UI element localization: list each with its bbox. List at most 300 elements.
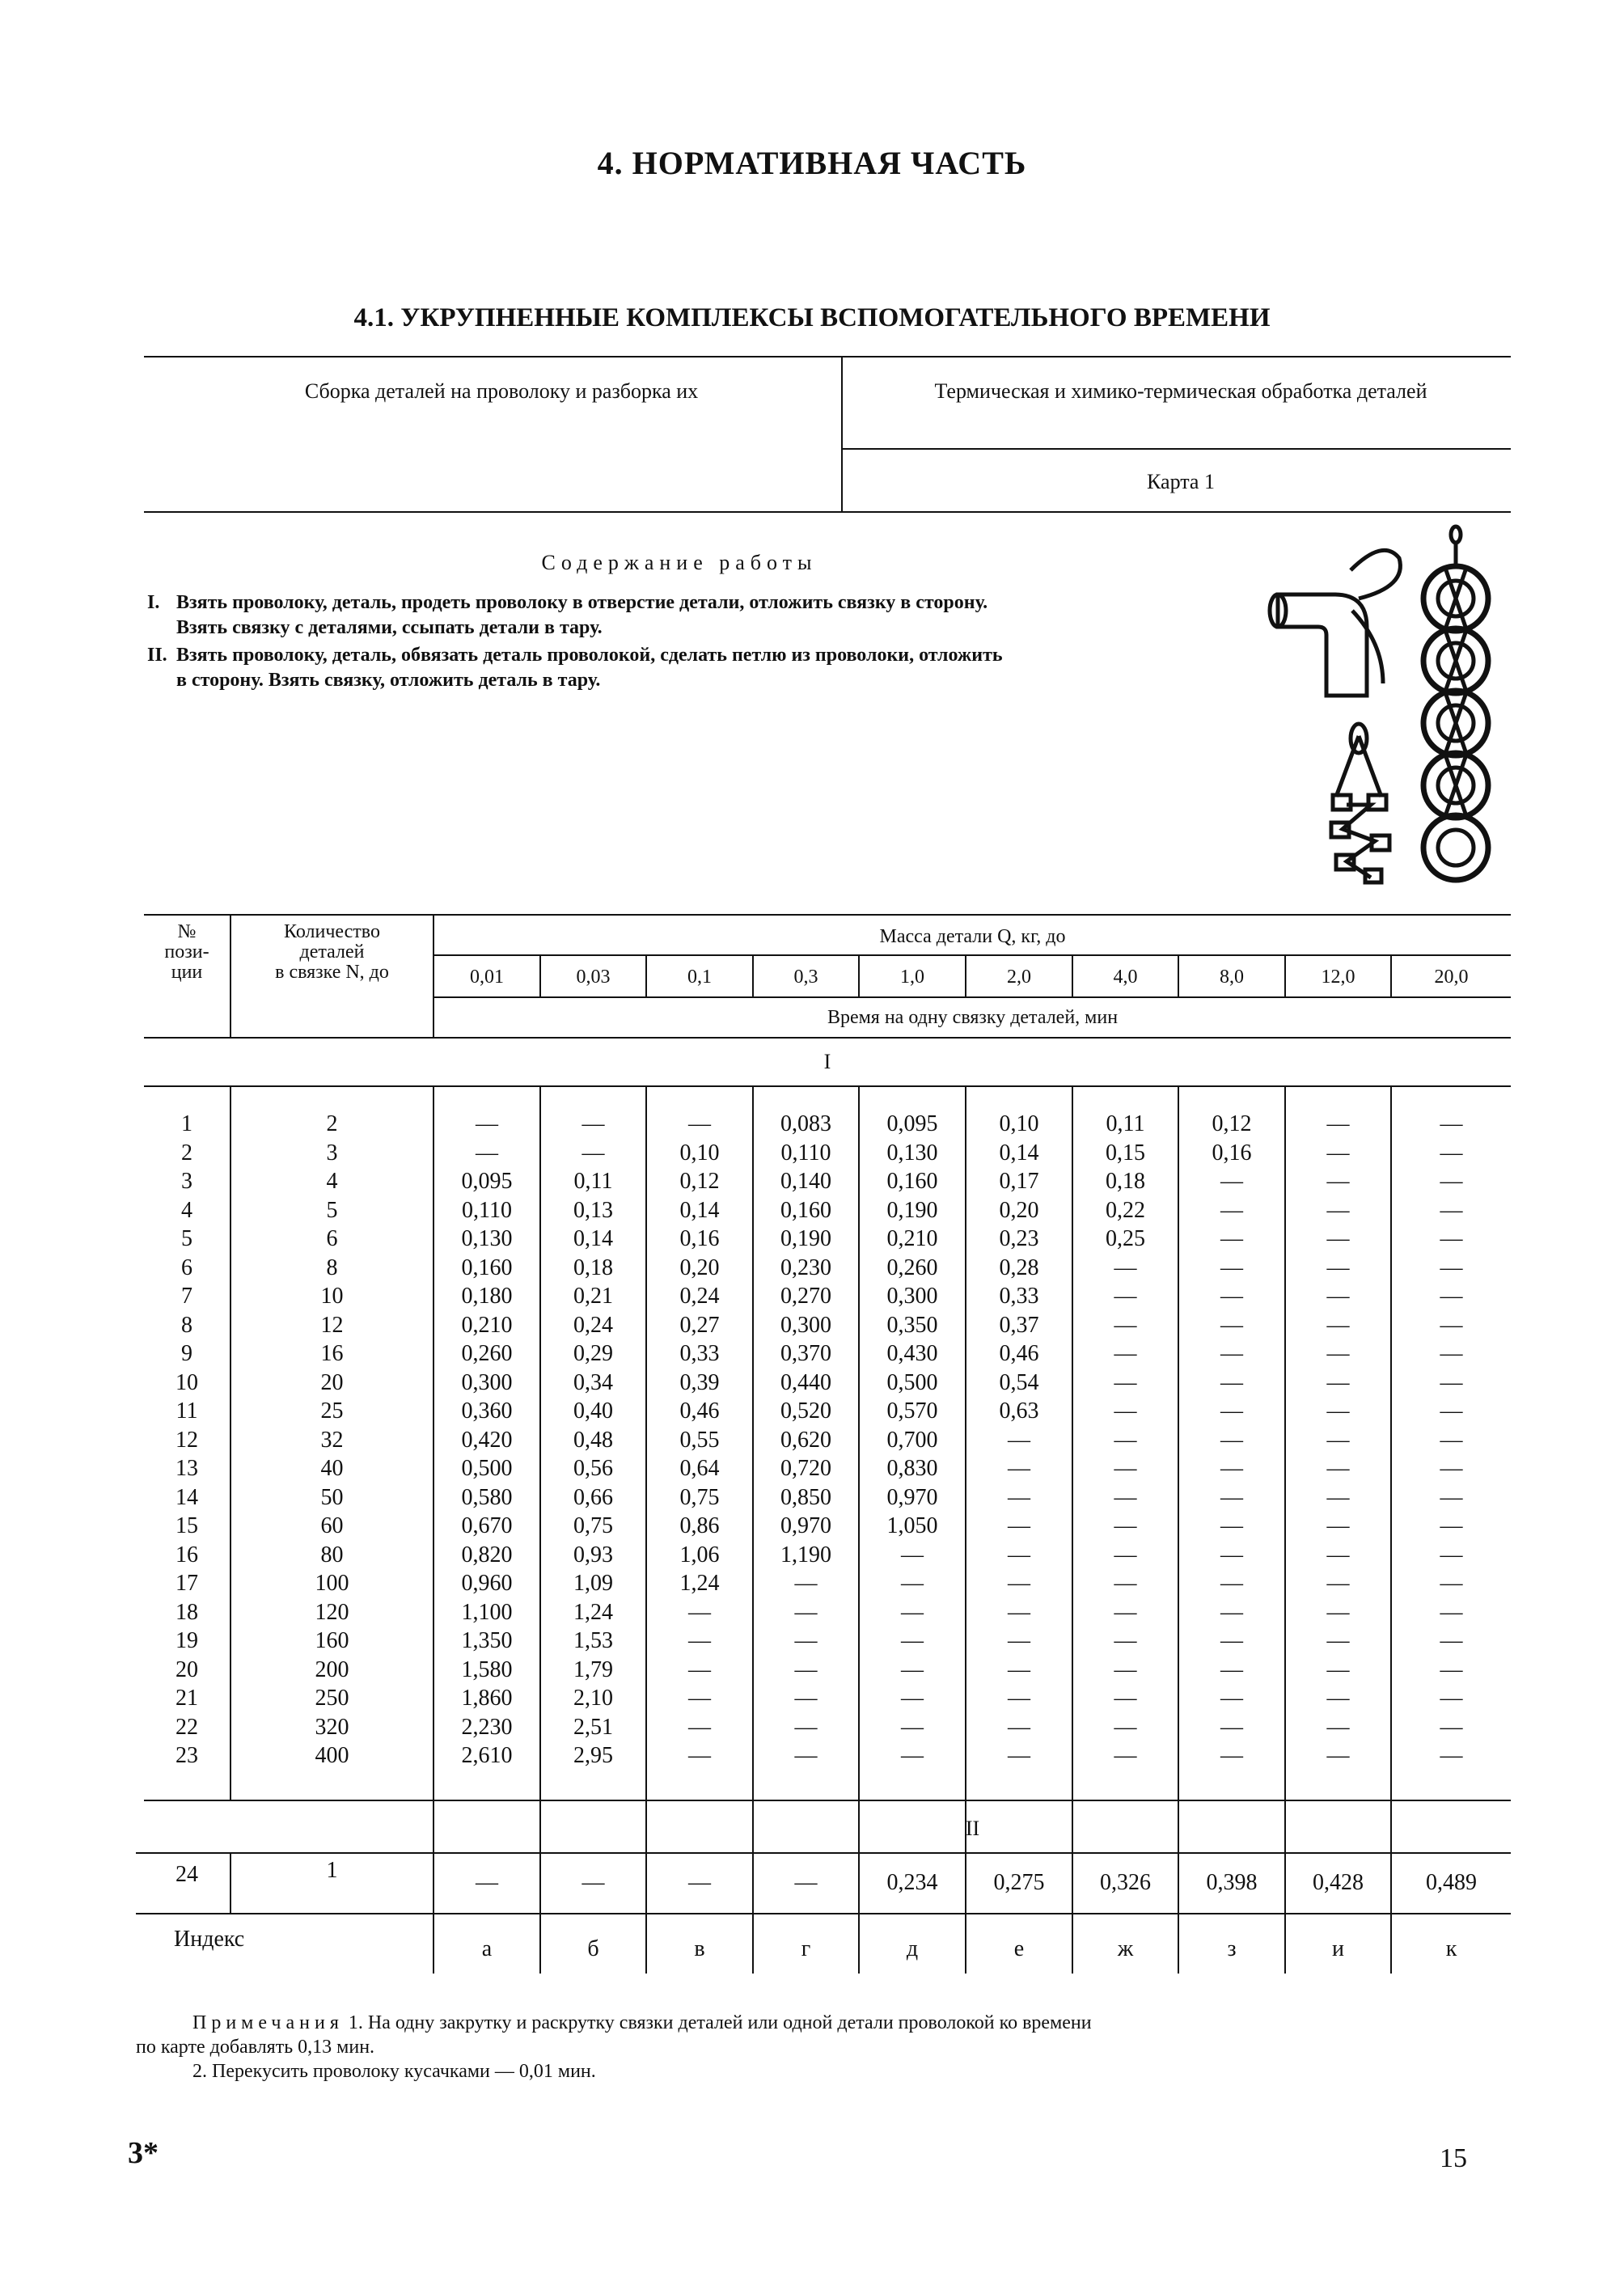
row24-value-8: 0,398 [1206, 1870, 1258, 1895]
table-cell: 0,25 [1106, 1226, 1145, 1251]
table-cell: 0,500 [461, 1456, 513, 1481]
table-cell: — [1440, 1197, 1463, 1223]
table-cell: 0,20 [679, 1254, 720, 1280]
table-cell: — [1114, 1542, 1137, 1567]
table-cell: — [1440, 1140, 1463, 1166]
table-cell: 4 [326, 1169, 338, 1194]
table-cell: 20 [320, 1369, 344, 1395]
table-cell: 0,830 [886, 1456, 938, 1481]
table-cell: 0,18 [573, 1254, 613, 1280]
table-cell: 0,40 [573, 1398, 613, 1424]
table-cell: 0,130 [886, 1140, 938, 1166]
table-cell: — [1220, 1542, 1243, 1567]
table-cell: 2,230 [461, 1714, 513, 1740]
table-cell: — [1326, 1743, 1350, 1768]
table-cell: — [1114, 1599, 1137, 1625]
table-cell: — [582, 1140, 605, 1166]
table-cell: 0,270 [780, 1284, 831, 1309]
table-cell: — [1326, 1484, 1350, 1510]
row24-value-9: 0,428 [1313, 1870, 1364, 1895]
table-cell: — [1440, 1341, 1463, 1366]
value-column-4 [754, 1110, 858, 1771]
table-cell: — [1220, 1686, 1243, 1711]
work-item-1-number: I. [147, 592, 160, 613]
table-cell: 0,180 [461, 1284, 513, 1309]
section1-end-rule [144, 1800, 1511, 1801]
table-cell: — [1114, 1284, 1137, 1309]
table-cell: — [901, 1599, 924, 1625]
table-cell: — [794, 1656, 818, 1682]
table-cell: — [1326, 1542, 1350, 1567]
table-cell: 1,190 [780, 1542, 831, 1567]
table-cell: — [1326, 1456, 1350, 1481]
work-item-2-line1: Взять проволоку, деталь, обвязать деталь проволокой, сделать петлю из проволоки, отложить [176, 645, 1003, 666]
mass-value-3: 0,1 [687, 967, 712, 988]
table-cell: 19 [176, 1628, 198, 1653]
table-cell: — [1008, 1599, 1030, 1625]
table-cell: 0,48 [573, 1427, 613, 1453]
table-cell: — [1220, 1456, 1243, 1481]
table-cell: 320 [315, 1714, 349, 1740]
index-value-1: а [481, 1936, 493, 1961]
content-title: Содержание работы [541, 551, 818, 574]
table-cell: — [1440, 1513, 1463, 1538]
table-cell: 12 [176, 1427, 198, 1453]
table-cell: 100 [315, 1571, 349, 1596]
table-cell: — [1326, 1686, 1350, 1711]
header-left-text: Сборка деталей на проволоку и разборка их [304, 379, 699, 403]
table-cell: 0,420 [461, 1427, 513, 1453]
table-cell: 12 [320, 1312, 344, 1338]
table-cell: 8 [181, 1312, 192, 1338]
table-cell: 2,95 [573, 1743, 613, 1768]
col-pos-header: № пози- ции [164, 921, 209, 983]
table-cell: 0,29 [573, 1341, 613, 1366]
table-cell: — [1326, 1226, 1350, 1251]
table-cell: — [1114, 1484, 1137, 1510]
row24-value-1: — [476, 1870, 498, 1895]
table-cell: 0,110 [780, 1140, 831, 1166]
table-cell: — [1440, 1427, 1463, 1453]
table-cell: 160 [315, 1628, 349, 1653]
table-cell: — [1220, 1484, 1243, 1510]
table-cell: — [1114, 1513, 1137, 1538]
signature-mark: 3* [128, 2136, 159, 2170]
table-cell: 0,095 [886, 1111, 938, 1136]
table-cell: 0,190 [886, 1197, 938, 1223]
table-cell: 0,15 [1106, 1140, 1145, 1166]
table-cell: 23 [176, 1743, 198, 1768]
value-column-7 [1073, 1110, 1178, 1771]
row24-value-5: 0,234 [886, 1870, 938, 1895]
table-cell: — [1326, 1571, 1350, 1596]
table-cell: — [1220, 1714, 1243, 1740]
table-cell: 1 [181, 1111, 192, 1136]
table-cell: 0,54 [999, 1369, 1039, 1395]
table-cell: 0,33 [679, 1341, 720, 1366]
table-cell: 0,520 [780, 1398, 831, 1424]
table-cell: 0,22 [1106, 1197, 1145, 1223]
table-cell: — [1326, 1427, 1350, 1453]
table-cell: 0,37 [999, 1312, 1039, 1338]
table-cell: — [901, 1656, 924, 1682]
table-cell: — [1326, 1714, 1350, 1740]
table-cell: 6 [326, 1226, 338, 1251]
table-cell: — [476, 1140, 498, 1166]
table-cell: 0,820 [461, 1542, 513, 1567]
mass-header: Масса детали Q, кг, до [879, 926, 1066, 947]
mass-value-2: 0,03 [576, 967, 611, 988]
table-cell: 5 [326, 1197, 338, 1223]
table-cell: 0,16 [679, 1226, 720, 1251]
table-cell: 13 [176, 1456, 198, 1481]
table-cell: 1,53 [573, 1628, 613, 1653]
table-cell: — [1008, 1656, 1030, 1682]
table-cell: — [1326, 1169, 1350, 1194]
table-cell: 1,79 [573, 1656, 613, 1682]
table-cell: 40 [320, 1456, 344, 1481]
value-column-9 [1286, 1110, 1390, 1771]
mass-value-5: 1,0 [900, 967, 924, 988]
table-cell: — [1114, 1398, 1137, 1424]
table-cell: — [1220, 1427, 1243, 1453]
table-cell: 0,12 [679, 1169, 720, 1194]
table-cell: 20 [176, 1656, 198, 1682]
table-cell: — [1440, 1226, 1463, 1251]
table-cell: 0,13 [573, 1197, 613, 1223]
table-cell: 0,095 [461, 1169, 513, 1194]
table-cell: — [582, 1111, 605, 1136]
table-cell: 0,18 [1106, 1169, 1145, 1194]
table-cell: — [1220, 1743, 1243, 1768]
table-cell: — [794, 1628, 818, 1653]
table-cell: — [1220, 1628, 1243, 1653]
table-cell: 0,28 [999, 1254, 1039, 1280]
table-cell: 120 [315, 1599, 349, 1625]
index-label: Индекс [174, 1927, 245, 1952]
table-cell: — [1440, 1456, 1463, 1481]
index-value-7: ж [1117, 1936, 1134, 1961]
table-cell: 3 [181, 1169, 192, 1194]
table-cell: 9 [181, 1341, 192, 1366]
table-cell: — [1440, 1284, 1463, 1309]
table-cell: 0,24 [679, 1284, 720, 1309]
section-2-label: II [965, 1817, 980, 1840]
table-cell: — [1326, 1628, 1350, 1653]
table-cell: 0,370 [780, 1341, 831, 1366]
table-cell: 22 [176, 1714, 198, 1740]
table-cell: 0,260 [461, 1341, 513, 1366]
table-cell: 17 [176, 1571, 198, 1596]
table-cell: — [1220, 1312, 1243, 1338]
index-value-10: к [1445, 1936, 1457, 1961]
table-cell: — [1220, 1197, 1243, 1223]
table-cell: 1,050 [886, 1513, 938, 1538]
note-2: 2. Перекусить проволоку кусачками — 0,01 мин. [192, 2061, 596, 2082]
table-cell: 0,14 [999, 1140, 1039, 1166]
table-cell: — [1220, 1226, 1243, 1251]
table-cell: 18 [176, 1599, 198, 1625]
table-cell: 0,20 [999, 1197, 1039, 1223]
table-cell: 0,14 [679, 1197, 720, 1223]
table-cell: 0,500 [886, 1369, 938, 1395]
table-cell: 0,970 [780, 1513, 831, 1538]
row24-position: 24 [176, 1862, 198, 1887]
table-cell: — [1440, 1599, 1463, 1625]
note-1-text: 1. На одну закрутку и раскрутку связки деталей или одной детали проволокой ко времени [348, 2012, 1092, 2033]
table-cell: — [1114, 1686, 1137, 1711]
table-cell: 0,160 [461, 1254, 513, 1280]
table-cell: 16 [176, 1542, 198, 1567]
mass-value-8: 8,0 [1220, 967, 1244, 988]
table-cell: — [1440, 1656, 1463, 1682]
table-cell: 0,720 [780, 1456, 831, 1481]
page-number: 15 [1440, 2143, 1467, 2173]
table-cell: — [476, 1111, 498, 1136]
table-cell: 0,850 [780, 1484, 831, 1510]
table-cell: — [1114, 1628, 1137, 1653]
table-cell: — [1220, 1599, 1243, 1625]
note-1-continuation: по карте добавлять 0,13 мин. [136, 2037, 375, 2058]
table-cell: — [1220, 1169, 1243, 1194]
mass-value-9: 12,0 [1321, 967, 1355, 988]
table-cell: — [1326, 1140, 1350, 1166]
table-cell: — [1326, 1341, 1350, 1366]
row24-value-6: 0,275 [993, 1870, 1045, 1895]
table-cell: 0,24 [573, 1312, 613, 1338]
table-cell: 0,21 [573, 1284, 613, 1309]
table-cell: — [1440, 1369, 1463, 1395]
table-cell: — [901, 1714, 924, 1740]
mass-value-7: 4,0 [1113, 967, 1138, 988]
index-value-5: д [906, 1936, 919, 1961]
table-cell: — [1008, 1542, 1030, 1567]
table-cell: — [1440, 1398, 1463, 1424]
row24-value-3: — [688, 1870, 711, 1895]
table-cell: 0,260 [886, 1254, 938, 1280]
table-cell: 10 [176, 1369, 198, 1395]
table-cell: 0,160 [886, 1169, 938, 1194]
table-cell: 8 [326, 1254, 338, 1280]
notes [136, 2011, 1495, 2084]
table-cell: — [901, 1628, 924, 1653]
table-cell: 200 [315, 1656, 349, 1682]
table-cell: 0,130 [461, 1226, 513, 1251]
mass-value-1: 0,01 [470, 967, 504, 988]
index-value-4: г [801, 1936, 811, 1961]
table-cell: — [1440, 1484, 1463, 1510]
table-cell: — [1114, 1341, 1137, 1366]
table-cell: 4 [181, 1197, 192, 1223]
quantity-column [231, 1110, 433, 1771]
table-cell: — [1326, 1398, 1350, 1424]
table-cell: 0,160 [780, 1197, 831, 1223]
value-column-2 [541, 1110, 645, 1771]
table-cell: 0,55 [679, 1427, 720, 1453]
header-right-text: Термическая и химико-термическая обработка деталей [934, 379, 1427, 403]
table-cell: — [901, 1686, 924, 1711]
index-value-8: з [1227, 1936, 1237, 1961]
section1-rule [144, 1085, 1511, 1087]
header-bottom-rule [144, 511, 1511, 513]
table-cell: 0,620 [780, 1427, 831, 1453]
table-cell: — [901, 1743, 924, 1768]
table-cell: — [1114, 1656, 1137, 1682]
table-cell: 0,430 [886, 1341, 938, 1366]
table-cell: — [794, 1714, 818, 1740]
table-cell: — [1440, 1542, 1463, 1567]
value-column-3 [647, 1110, 752, 1771]
page-heading: 4. НОРМАТИВНАЯ ЧАСТЬ [597, 145, 1027, 181]
table-cell: 2,10 [573, 1686, 613, 1711]
table-cell: 0,580 [461, 1484, 513, 1510]
table-cell: 250 [315, 1686, 349, 1711]
table-cell: 0,86 [679, 1513, 720, 1538]
row24-value-2: — [582, 1870, 605, 1895]
section-heading: 4.1. УКРУПНЕННЫЕ КОМПЛЕКСЫ ВСПОМОГАТЕЛЬНОГО ВРЕМЕНИ [353, 303, 1271, 332]
table-cell: — [1220, 1254, 1243, 1280]
mass-value-4: 0,3 [793, 967, 818, 988]
table-cell: 0,16 [1212, 1140, 1252, 1166]
table-cell: — [1008, 1686, 1030, 1711]
table-cell: 14 [176, 1484, 198, 1510]
table-cell: — [1114, 1369, 1137, 1395]
index-value-6: е [1013, 1936, 1025, 1961]
table-top-rule [144, 914, 1511, 916]
table-cell: 0,300 [461, 1369, 513, 1395]
table-cell: — [1220, 1571, 1243, 1596]
table-cell: 1,860 [461, 1686, 513, 1711]
table-cell: 0,110 [462, 1197, 512, 1223]
table-cell: 400 [315, 1743, 349, 1768]
table-cell: — [1008, 1456, 1030, 1481]
table-cell: 21 [176, 1686, 198, 1711]
table-cell: 10 [320, 1284, 344, 1309]
table-cell: — [688, 1686, 711, 1711]
table-cell: 2 [181, 1140, 192, 1166]
table-cell: 25 [320, 1398, 344, 1424]
section-1-label: I [823, 1050, 831, 1073]
value-column-8 [1179, 1110, 1284, 1771]
table-cell: 0,66 [573, 1484, 613, 1510]
table-cell: — [1326, 1111, 1350, 1136]
table-cell: 3 [326, 1140, 338, 1166]
time-header: Время на одну связку деталей, мин [827, 1007, 1119, 1028]
table-cell: — [1220, 1656, 1243, 1682]
table-cell: — [1008, 1743, 1030, 1768]
table-cell: — [1220, 1369, 1243, 1395]
table-cell: — [1326, 1513, 1350, 1538]
table-cell: — [688, 1656, 711, 1682]
table-cell: 60 [320, 1513, 344, 1538]
table-cell: 1,100 [461, 1599, 513, 1625]
table-cell: — [794, 1686, 818, 1711]
table-cell: 0,670 [461, 1513, 513, 1538]
table-cell: 0,75 [573, 1513, 613, 1538]
value-column-6 [966, 1110, 1072, 1771]
row24-value-7: 0,326 [1100, 1870, 1151, 1895]
table-cell: 0,190 [780, 1226, 831, 1251]
mass-header-rule [433, 954, 1511, 956]
table-cell: — [1326, 1284, 1350, 1309]
table-cell: 0,360 [461, 1398, 513, 1424]
table-cell: 0,34 [573, 1369, 613, 1395]
table-cell: — [1114, 1312, 1137, 1338]
table-cell: — [1440, 1111, 1463, 1136]
table-cell: 50 [320, 1484, 344, 1510]
value-column-10 [1392, 1110, 1511, 1771]
table-cell: — [1114, 1743, 1137, 1768]
section2-rule [136, 1852, 1511, 1854]
table-cell: 6 [181, 1254, 192, 1280]
table-cell: — [1326, 1197, 1350, 1223]
table-cell: — [1220, 1513, 1243, 1538]
table-cell: 0,300 [886, 1284, 938, 1309]
value-column-5 [860, 1110, 965, 1771]
row24-bottom-rule [136, 1913, 1511, 1914]
table-cell: — [1008, 1513, 1030, 1538]
table-cell: 0,46 [999, 1341, 1039, 1366]
table-cell: 0,083 [780, 1111, 831, 1136]
table-cell: 0,93 [573, 1542, 613, 1567]
index-value-3: в [694, 1936, 705, 1961]
table-cell: 0,10 [999, 1111, 1039, 1136]
work-item-2 [147, 643, 1236, 693]
table-cell: 0,140 [780, 1169, 831, 1194]
card-number: Карта 1 [1147, 470, 1215, 493]
table-cell: 2 [326, 1111, 338, 1136]
position-column [144, 1110, 230, 1771]
table-cell: — [1008, 1628, 1030, 1653]
mass-value-6: 2,0 [1007, 967, 1031, 988]
table-cell: — [1440, 1254, 1463, 1280]
table-cell: — [1440, 1628, 1463, 1653]
mass-value-10: 20,0 [1434, 967, 1469, 988]
table-cell: 0,700 [886, 1427, 938, 1453]
table-cell: 0,570 [886, 1398, 938, 1424]
table-cell: — [794, 1599, 818, 1625]
col-qty-header: Количество деталей в связке N, до [275, 921, 389, 983]
table-cell: 2,610 [461, 1743, 513, 1768]
table-cell: — [1440, 1571, 1463, 1596]
table-cell: 0,39 [679, 1369, 720, 1395]
header-divider [841, 356, 843, 513]
header-card-rule [841, 448, 1511, 450]
table-cell: 2,51 [573, 1714, 613, 1740]
index-value-2: б [587, 1936, 599, 1961]
table-cell: 15 [176, 1513, 198, 1538]
mass-values-rule [433, 996, 1511, 998]
table-cell: — [688, 1743, 711, 1768]
table-cell: 0,210 [886, 1226, 938, 1251]
table-cell: — [794, 1571, 818, 1596]
table-cell: 0,300 [780, 1312, 831, 1338]
table-cell: — [1008, 1714, 1030, 1740]
table-cell: 0,17 [999, 1169, 1039, 1194]
table-cell: 1,350 [461, 1628, 513, 1653]
work-item-1-line2: Взять связку с деталями, ссыпать детали в тару. [176, 617, 603, 638]
table-cell: — [1220, 1341, 1243, 1366]
row24-value-4: — [794, 1870, 818, 1895]
table-cell: — [1440, 1743, 1463, 1768]
table-cell: — [901, 1571, 924, 1596]
table-cell: — [1326, 1254, 1350, 1280]
table-cell: — [1440, 1312, 1463, 1338]
table-cell: 0,970 [886, 1484, 938, 1510]
table-cell: — [1440, 1686, 1463, 1711]
table-cell: 1,09 [573, 1571, 613, 1596]
row24-quantity: 1 [326, 1858, 338, 1883]
